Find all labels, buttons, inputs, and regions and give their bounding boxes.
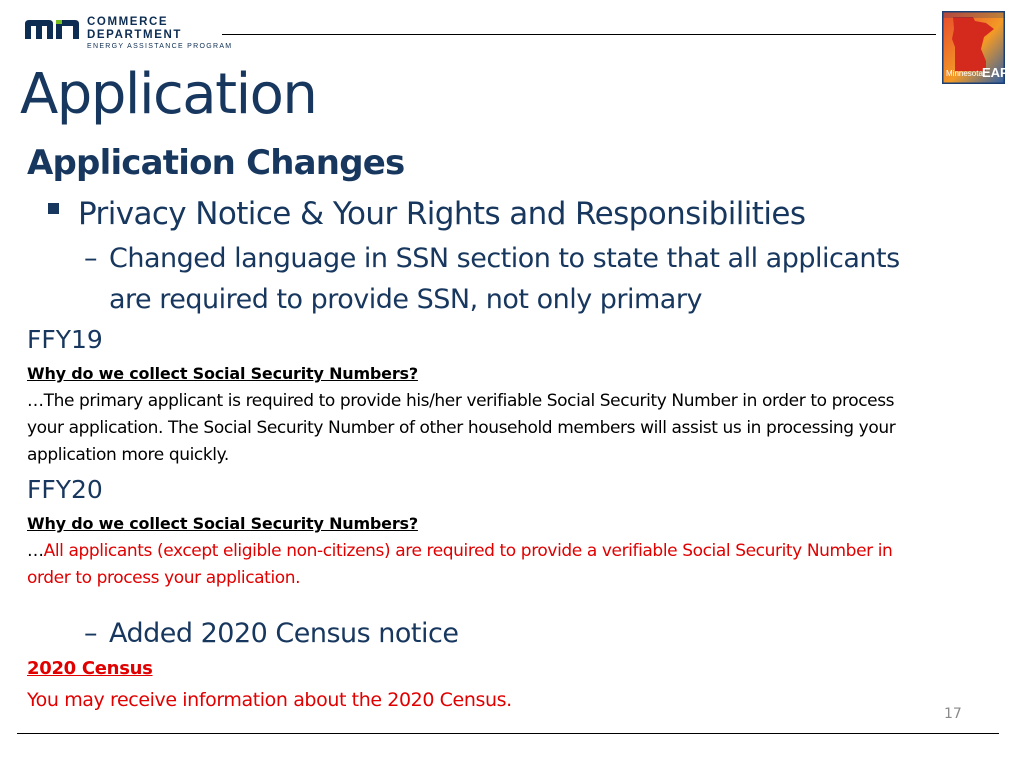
ffy20-question: Why do we collect Social Security Numbers? — [27, 514, 418, 533]
logo-line-department: DEPARTMENT — [87, 29, 183, 41]
logo-line-commerce: COMMERCE — [87, 16, 169, 28]
mn-logo-icon — [23, 18, 81, 40]
dash-item-text: Changed language in SSN section to state that all applicants are required to provide SSN, not only primary — [109, 243, 900, 315]
page-title: Application — [20, 62, 317, 127]
ffy19-question: Why do we collect Social Security Numbers? — [27, 364, 418, 383]
dash-marker: – — [84, 243, 97, 274]
footer-divider — [17, 733, 999, 734]
dash-item-ssn-language — [84, 238, 904, 320]
ffy20-label: FFY20 — [27, 475, 103, 504]
bullet-text: Privacy Notice & Your Rights and Responsibilities — [78, 196, 806, 232]
header-divider — [222, 34, 936, 35]
commerce-department-logo — [23, 14, 243, 54]
ffy20-body-paragraph — [27, 538, 922, 592]
ffy20-body-highlight: All applicants (except eligible non-citizens) are required to provide a verifiable Social Security Number in order to process your application. — [27, 541, 893, 588]
section-heading: Application Changes — [27, 143, 405, 183]
census-text: You may receive information about the 2020 Census. — [27, 689, 512, 711]
eap-logo-state-text: Minnesota — [946, 69, 983, 78]
minnesota-eap-logo — [942, 11, 1009, 84]
square-bullet-icon — [48, 203, 59, 214]
eap-logo-program-text: EAP — [982, 65, 1009, 80]
ffy19-label: FFY19 — [27, 325, 103, 354]
bullet-privacy-notice — [48, 192, 805, 236]
logo-subtitle: ENERGY ASSISTANCE PROGRAM — [87, 43, 233, 50]
dash-marker: – — [84, 618, 97, 649]
dash-item-census-notice — [84, 613, 458, 654]
dash-item-text: Added 2020 Census notice — [109, 618, 459, 649]
census-heading: 2020 Census — [27, 658, 153, 679]
ffy19-body: …The primary applicant is required to provide his/her verifiable Social Security Number in order to process your application. The Social Security Number of other household members will assist us in processing your application more quickly. — [27, 391, 896, 465]
ffy20-body-prefix: … — [27, 541, 44, 561]
slide-number: 17 — [944, 706, 962, 722]
